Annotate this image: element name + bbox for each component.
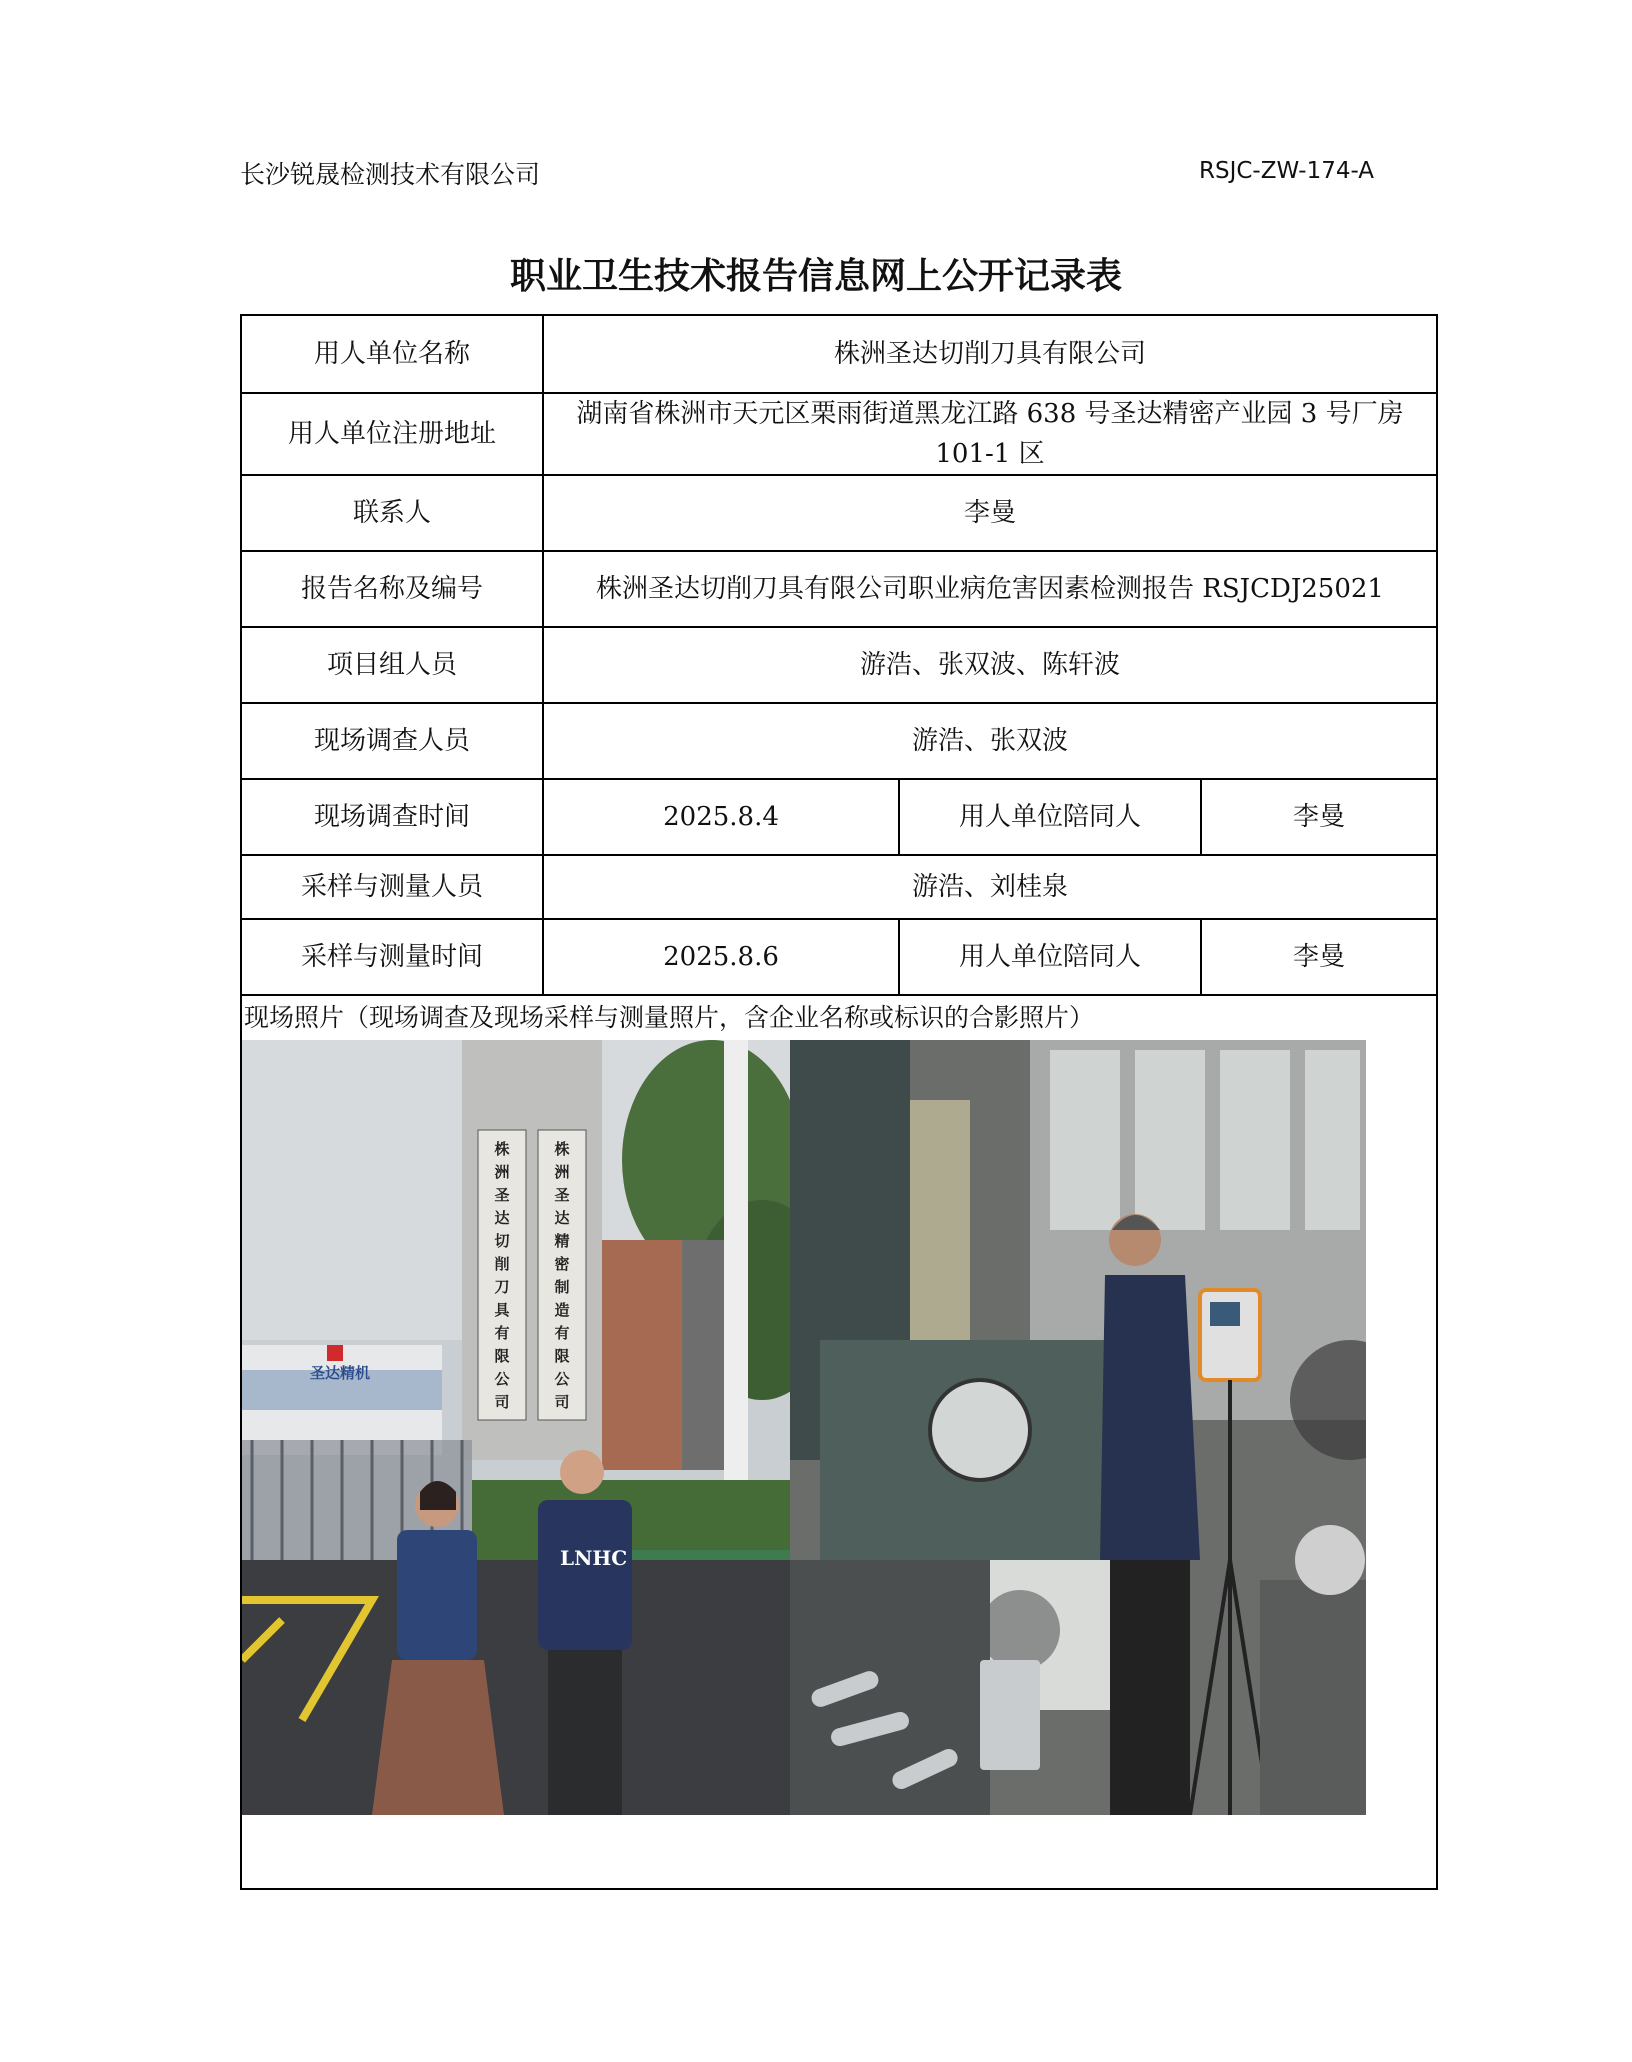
sign-glyph: 圣	[494, 1186, 510, 1204]
sign-glyph: 刀	[494, 1278, 510, 1296]
companion-label: 用人单位陪同人	[899, 919, 1201, 995]
photo-row	[241, 995, 1437, 1889]
sign-glyph: 株	[494, 1140, 510, 1158]
sign-glyph: 有	[494, 1324, 510, 1342]
row-label: 用人单位注册地址	[241, 393, 543, 475]
survey-staff-value: 游浩、张双波	[543, 703, 1437, 779]
sign-glyph: 株	[554, 1140, 570, 1158]
table-row	[241, 703, 1437, 779]
sign-glyph: 达	[554, 1209, 570, 1227]
sign-glyph: 达	[494, 1209, 510, 1227]
photo-cell	[241, 995, 1437, 1889]
companion-label: 用人单位陪同人	[899, 779, 1201, 855]
table-row	[241, 627, 1437, 703]
workshop-photo	[790, 1040, 1366, 1815]
sampling-companion-value: 李曼	[1201, 919, 1437, 995]
row-label: 项目组人员	[241, 627, 543, 703]
row-label: 用人单位名称	[241, 315, 543, 393]
page-title: 职业卫生技术报告信息网上公开记录表	[509, 256, 1122, 297]
employer-address-value: 湖南省株洲市天元区栗雨街道黑龙江路 638 号圣达精密产业园 3 号厂房 101-1 区	[543, 393, 1437, 475]
sign-glyph: 司	[494, 1393, 510, 1411]
sign-glyph: 洲	[554, 1163, 570, 1181]
sign-glyph: 切	[494, 1232, 510, 1250]
sign-glyph: 制	[554, 1278, 570, 1296]
sign-glyph: 圣	[554, 1186, 570, 1204]
building-sign-text: 圣达精机	[310, 1364, 371, 1382]
group-photo	[242, 1040, 790, 1815]
photo-strip	[242, 1040, 1436, 1815]
survey-time-value: 2025.8.4	[543, 779, 899, 855]
row-label: 联系人	[241, 475, 543, 551]
row-label: 现场调查时间	[241, 779, 543, 855]
shirt-text: LNHC	[560, 1546, 628, 1570]
sign-glyph: 司	[554, 1393, 570, 1411]
photo-spacer	[242, 1815, 1436, 1888]
sign-glyph: 削	[494, 1255, 510, 1273]
sampling-time-value: 2025.8.6	[543, 919, 899, 995]
row-label: 现场调查人员	[241, 703, 543, 779]
table-row	[241, 475, 1437, 551]
document-code: RSJC-ZW-174-A	[1198, 158, 1374, 184]
sign-glyph: 有	[554, 1324, 570, 1342]
table-row	[241, 393, 1437, 475]
photo-caption: 现场照片（现场调查及现场采样与测量照片，含企业名称或标识的合影照片）	[244, 1003, 1095, 1032]
contact-value: 李曼	[543, 475, 1437, 551]
sign-glyph: 洲	[494, 1163, 510, 1181]
table-row	[241, 551, 1437, 627]
record-table	[240, 314, 1438, 1890]
sign-glyph: 具	[494, 1301, 510, 1319]
sign-glyph: 密	[554, 1255, 570, 1273]
survey-companion-value: 李曼	[1201, 779, 1437, 855]
sign-glyph: 造	[554, 1301, 570, 1319]
company-name: 长沙锐晟检测技术有限公司	[240, 160, 541, 189]
table-row	[241, 779, 1437, 855]
sign-glyph: 限	[494, 1347, 510, 1365]
sign-glyph: 精	[554, 1232, 570, 1250]
sign-glyph: 公	[494, 1370, 510, 1388]
row-label: 采样与测量时间	[241, 919, 543, 995]
project-team-value: 游浩、张双波、陈轩波	[543, 627, 1437, 703]
sign-glyph: 限	[554, 1347, 570, 1365]
table-row	[241, 919, 1437, 995]
row-label: 报告名称及编号	[241, 551, 543, 627]
sign-glyph: 公	[554, 1370, 570, 1388]
table-row	[241, 855, 1437, 919]
row-label: 采样与测量人员	[241, 855, 543, 919]
employer-name-value: 株洲圣达切削刀具有限公司	[543, 315, 1437, 393]
sampling-staff-value: 游浩、刘桂泉	[543, 855, 1437, 919]
table-row	[241, 315, 1437, 393]
report-value: 株洲圣达切削刀具有限公司职业病危害因素检测报告 RSJCDJ25021	[543, 551, 1437, 627]
